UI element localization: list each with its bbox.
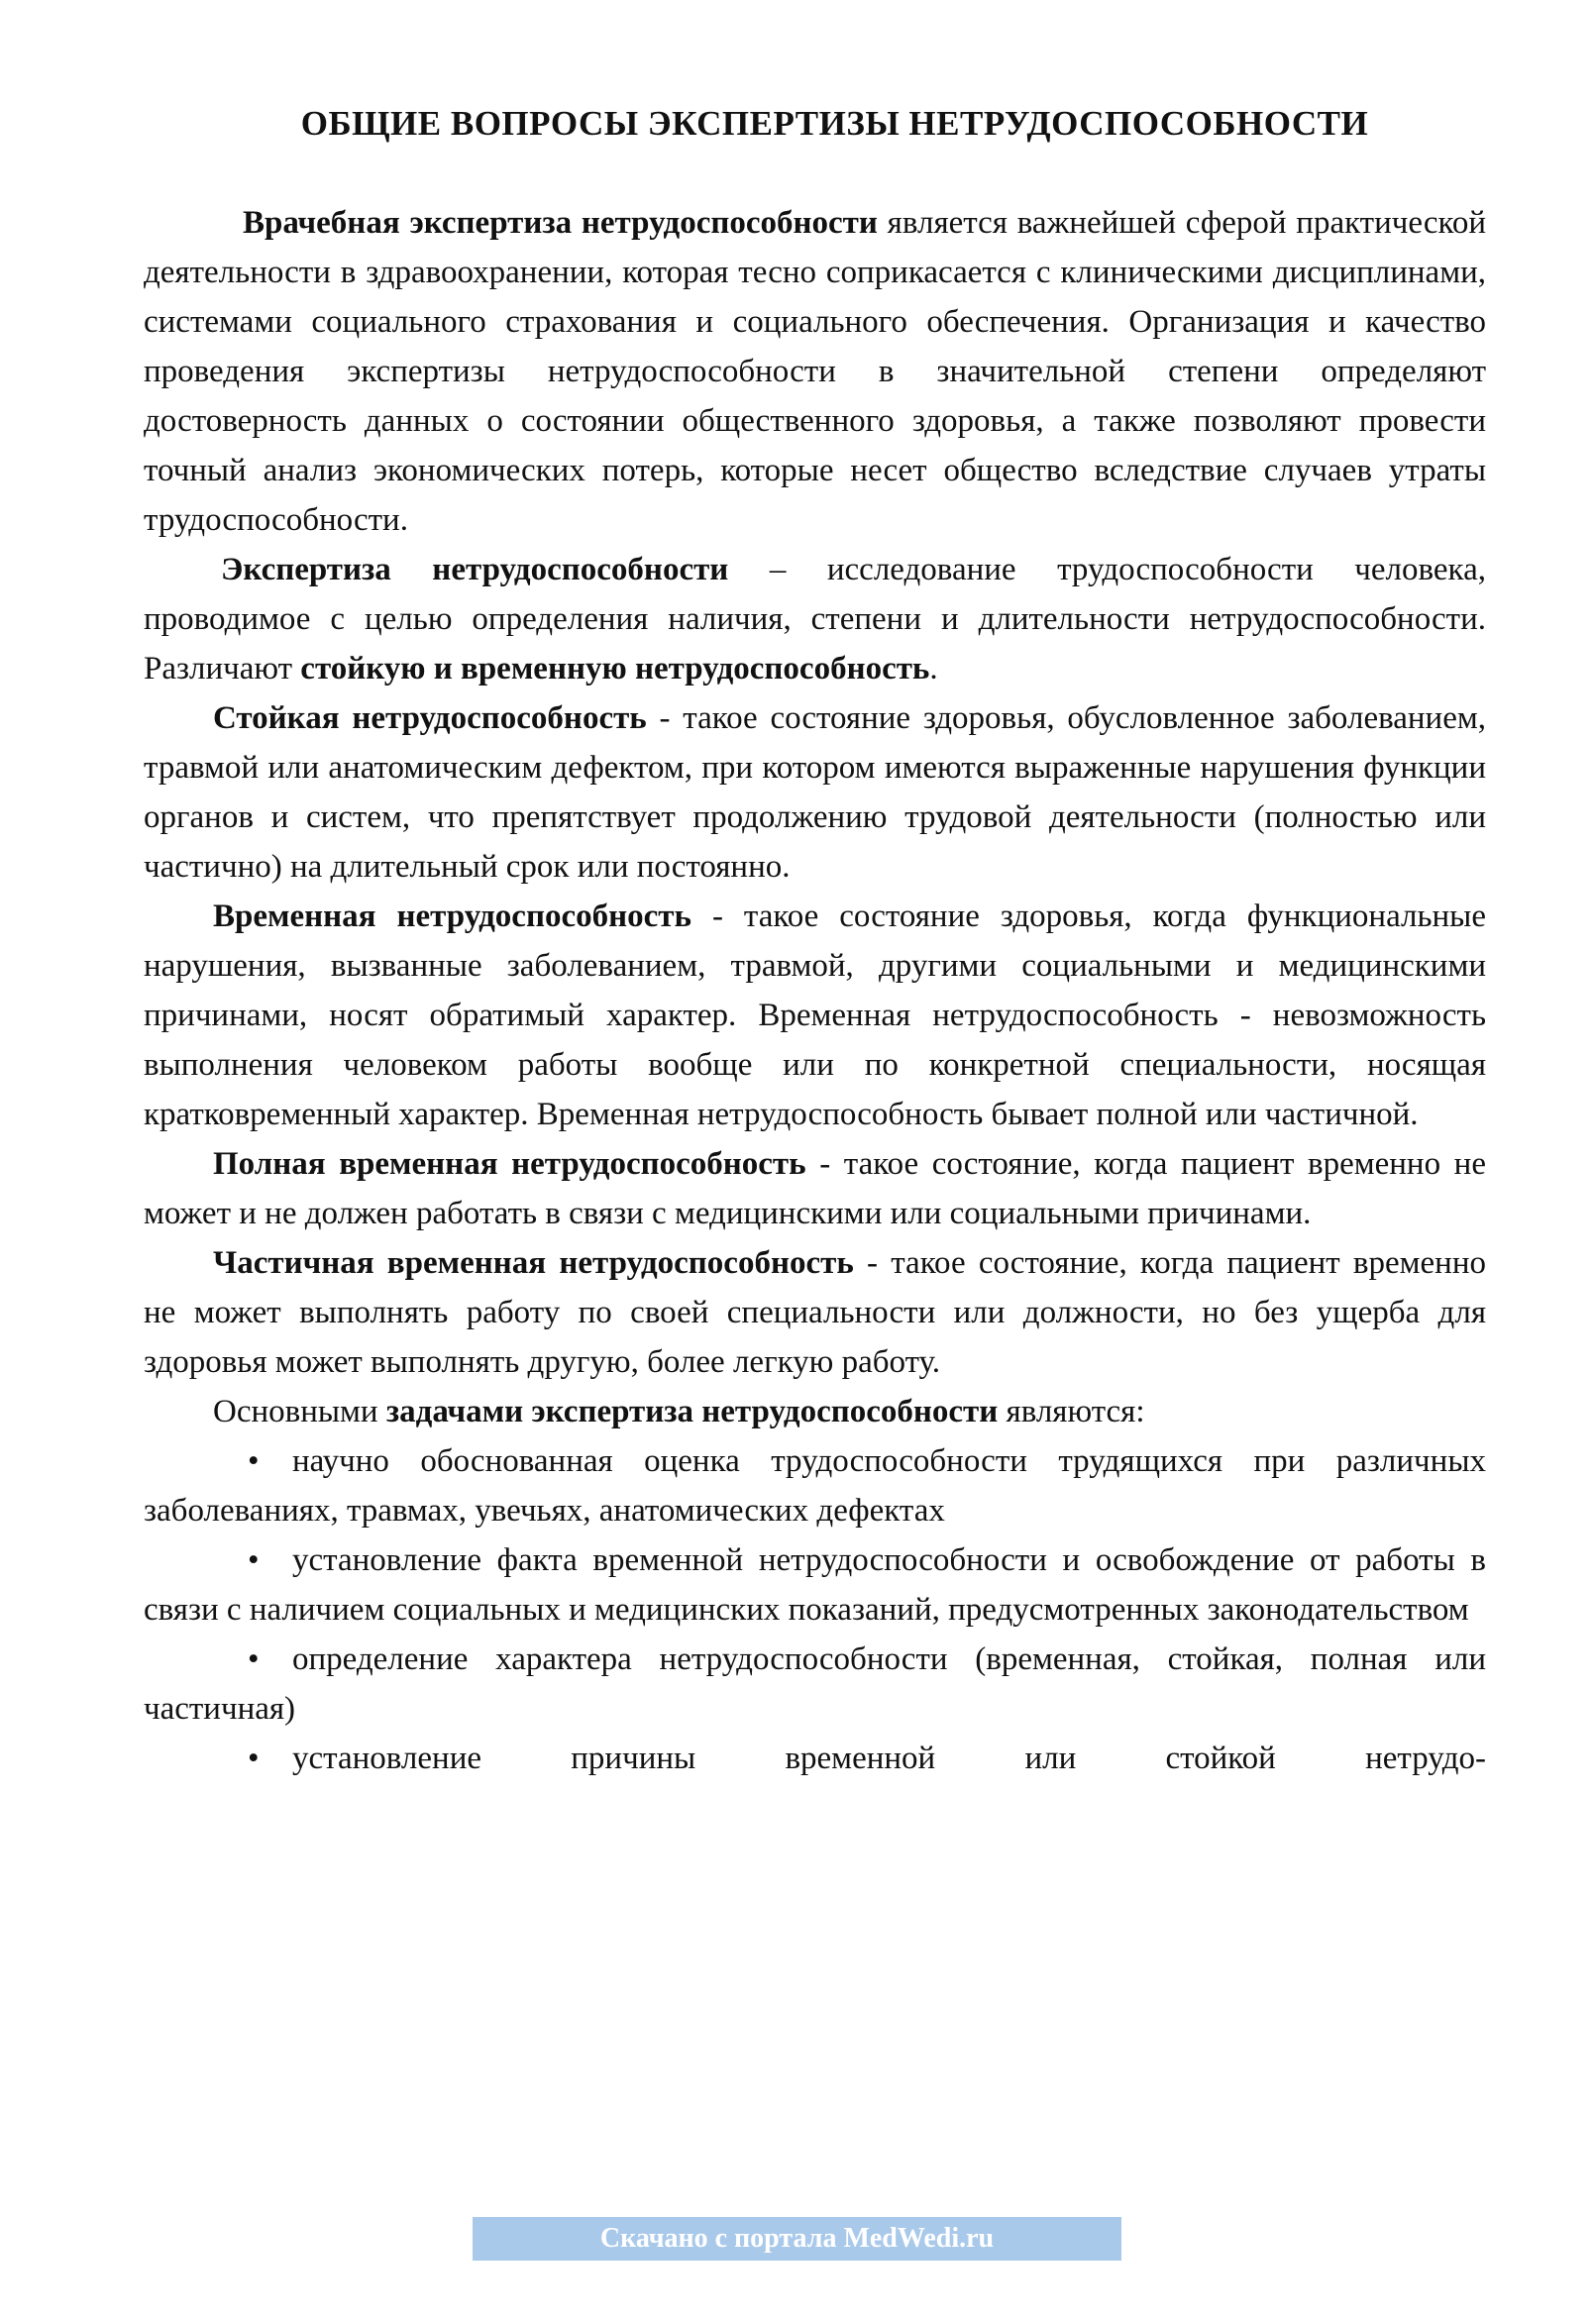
term-bold: Полная временная нетрудоспособность xyxy=(213,1146,806,1182)
paragraph-2 xyxy=(144,545,1486,693)
bullet-item-4 xyxy=(144,1734,1486,1783)
term-bold: Временная нетрудоспособность xyxy=(213,898,691,934)
paragraph-text: - такое состояние, когда пациент временно не может и не должен работать в связи с медицинскими или социальными причинами. xyxy=(144,1146,1486,1231)
paragraph-1 xyxy=(144,198,1486,545)
term-bold: стойкую и временную нетрудоспособность xyxy=(300,651,930,687)
bullet-text: научно обоснованная оценка трудоспособности трудящихся при различных заболеваниях, травмах, увечьях, анатомических дефектах xyxy=(144,1443,1486,1529)
watermark-banner: Скачано с портала MedWedi.ru xyxy=(473,2217,1121,2261)
bullet-item-2 xyxy=(144,1535,1486,1635)
bullet-icon: • xyxy=(248,1641,260,1677)
paragraph-5 xyxy=(144,1139,1486,1238)
term-bold: Частичная временная нетрудоспособность xyxy=(213,1245,854,1281)
paragraph-4 xyxy=(144,892,1486,1139)
paragraph-text: - такое состояние, когда пациент временно не может выполнять работу по своей специальности или должности, но без ущерба для здоровья может выполнять другую, более легкую работу. xyxy=(144,1245,1486,1380)
paragraph-text: - такое состояние здоровья, обусловленное заболеванием, травмой или анатомическим дефектом, при котором имеются выраженные нарушения функции органов и систем, что препятствует продолжению трудовой деятельности (полностью или частично) на длительный срок или постоянно. xyxy=(144,700,1486,885)
bullet-text: установление причины временной или стойкой нетрудо- xyxy=(292,1741,1486,1776)
bullet-icon: • xyxy=(248,1443,260,1479)
paragraph-text: являются: xyxy=(998,1394,1145,1429)
page-title: ОБЩИЕ ВОПРОСЫ ЭКСПЕРТИЗЫ НЕТРУДОСПОСОБНОСТИ xyxy=(300,104,1369,143)
term-bold: задачами экспертиза нетрудоспособности xyxy=(385,1394,999,1429)
paragraph-3 xyxy=(144,693,1486,892)
paragraph-text: – исследование трудоспособности человека, проводимое с целью определения наличия, степени и длительности нетрудоспособности. Различают xyxy=(144,552,1486,687)
paragraph-text: является важнейшей сферой практической деятельности в здравоохранении, которая тесно соприкасается с клиническими дисциплинами, системами социального страхования и социального обеспечения. Организация и качество проведения экспертизы нетрудоспособности в значительной степени определяют достоверность данных о состоянии общественного здоровья, а также позволяют провести точный анализ экономических потерь, которые несет общество вследствие случаев утраты трудоспособности. xyxy=(144,205,1486,538)
paragraph-6 xyxy=(144,1238,1486,1387)
bullet-text: установление факта временной нетрудоспособности и освобождение от работы в связи с наличием социальных и медицинских показаний, предусмотренных законодательством xyxy=(144,1542,1486,1628)
paragraph-text: - такое состояние здоровья, когда функциональные нарушения, вызванные заболеванием, травмой, другими социальными и медицинскими причинами, носят обратимый характер. Временная нетрудоспособность - невозможность выполнения человеком работы вообще или по конкретной специальности, носящая кратковременный характер. Временная нетрудоспособность бывает полной или частичной. xyxy=(144,898,1487,1132)
document-page xyxy=(144,104,1486,1783)
term-bold: Врачебная экспертиза нетрудоспособности xyxy=(243,205,878,241)
bullet-item-1 xyxy=(144,1436,1486,1535)
paragraph-7 xyxy=(144,1387,1486,1436)
bullet-icon: • xyxy=(248,1741,260,1776)
paragraph-text: Основными xyxy=(213,1394,386,1429)
term-bold: Экспертиза нетрудоспособности xyxy=(221,552,729,587)
bullet-icon: • xyxy=(248,1542,260,1578)
term-bold: Стойкая нетрудоспособность xyxy=(213,700,647,736)
bullet-text: определение характера нетрудоспособности (временная, стойкая, полная или частичная) xyxy=(144,1641,1486,1727)
paragraph-text: . xyxy=(929,651,938,687)
bullet-item-3 xyxy=(144,1635,1486,1734)
